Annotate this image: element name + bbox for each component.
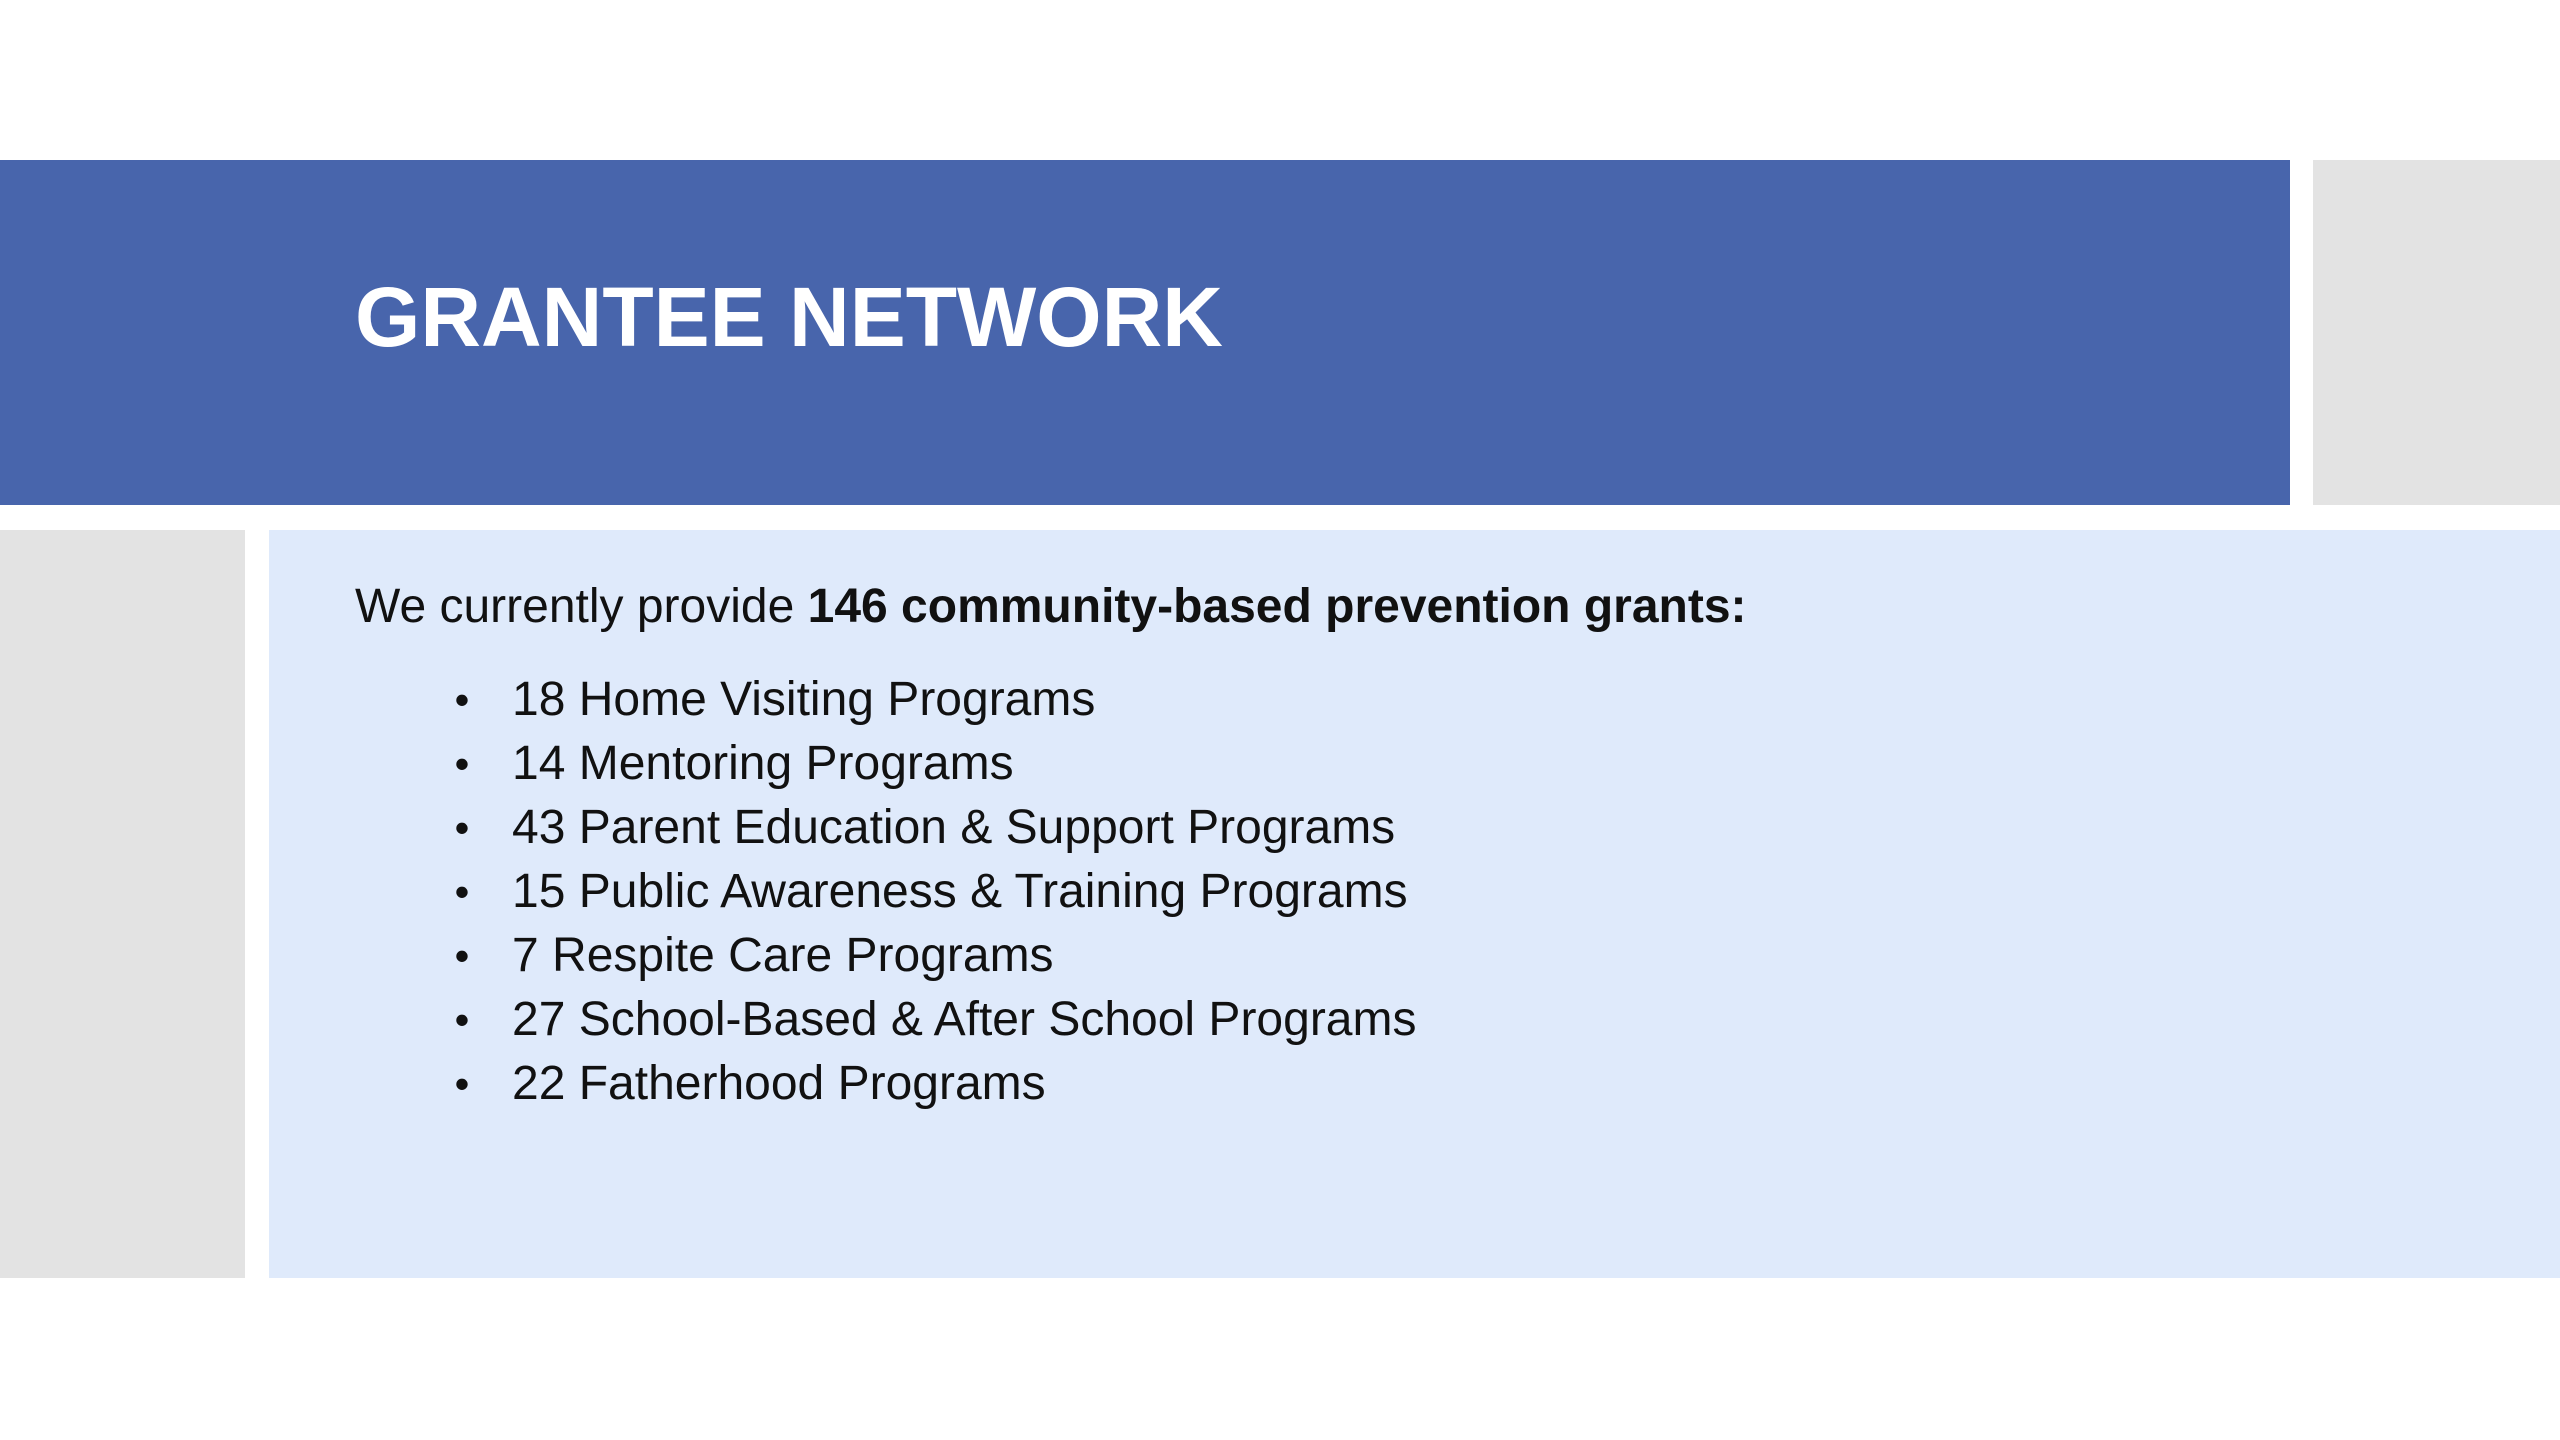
bullet-icon: •: [454, 804, 470, 851]
intro-prefix: We currently provide: [355, 580, 808, 633]
slide-title: GRANTEE NETWORK: [355, 270, 1223, 364]
program-respite-care: 7 Respite Care Programs: [512, 929, 1054, 982]
bullet-icon: •: [454, 932, 470, 979]
bullet-icon: •: [454, 676, 470, 723]
side-accent-block: [0, 530, 245, 1278]
program-parent-education: 43 Parent Education & Support Programs: [512, 801, 1396, 854]
program-public-awareness: 15 Public Awareness & Training Programs: [512, 865, 1408, 918]
grant-summary: 146 community-based prevention grants:: [807, 580, 1747, 633]
bullet-icon: •: [454, 996, 470, 1043]
bullet-icon: •: [454, 868, 470, 915]
program-school-based: 27 School-Based & After School Programs: [512, 993, 1417, 1046]
program-fatherhood: 22 Fatherhood Programs: [512, 1057, 1046, 1110]
title-accent-block: [2313, 160, 2560, 505]
intro-text: [355, 575, 1747, 639]
bullet-icon: •: [454, 1060, 470, 1107]
program-mentoring: 14 Mentoring Programs: [512, 737, 1014, 790]
program-home-visiting: 18 Home Visiting Programs: [512, 673, 1096, 726]
bullet-icon: •: [454, 740, 470, 787]
